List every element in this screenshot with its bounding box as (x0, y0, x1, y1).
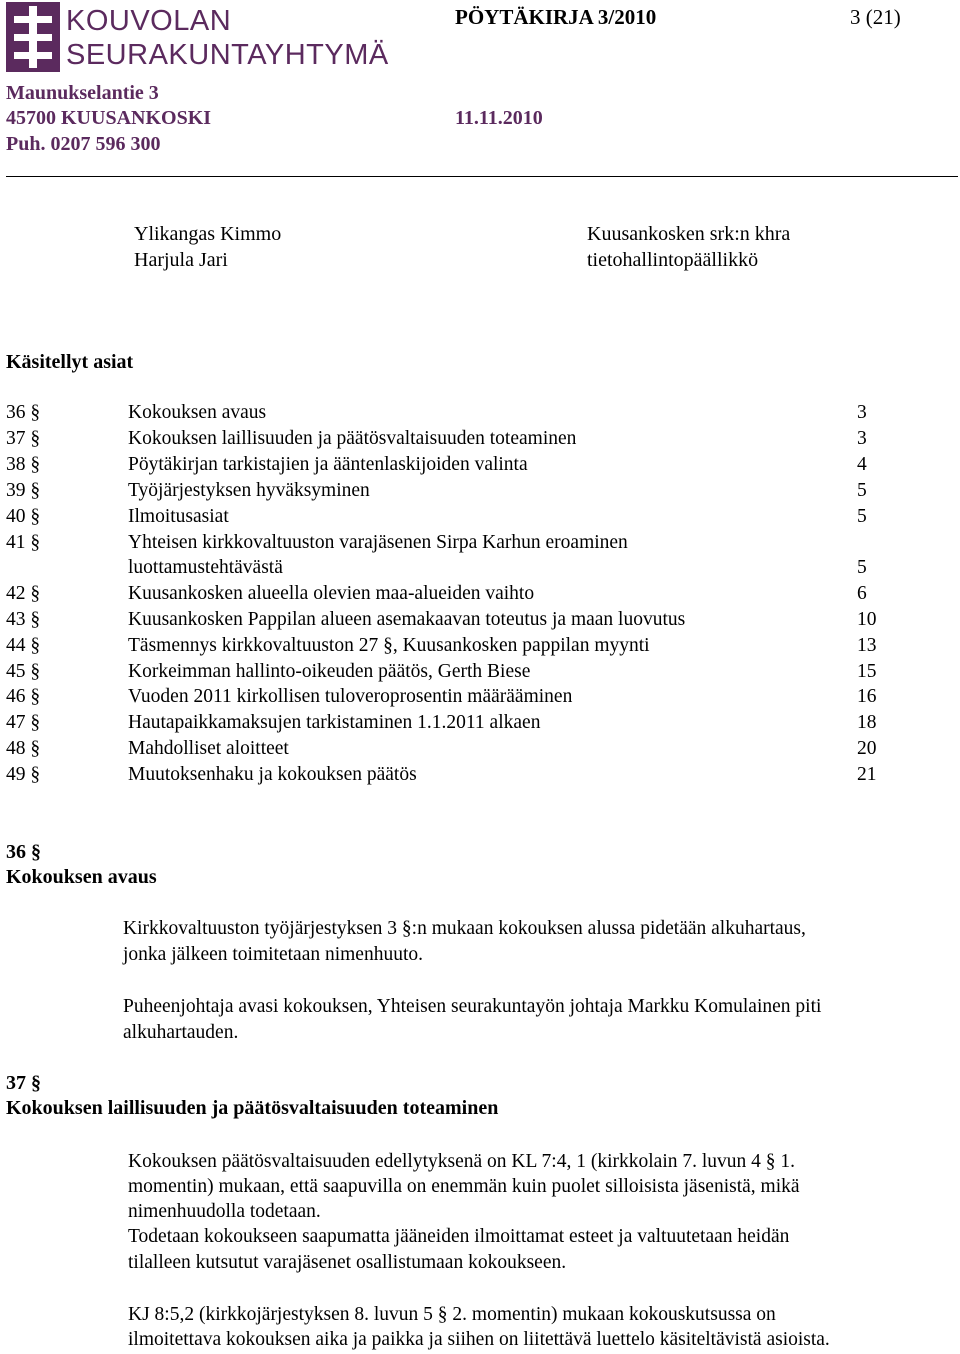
attendee-name: Ylikangas Kimmo (134, 223, 282, 245)
paragraph-line: ilmoitettava kokouksen aika ja paikka ja siihen on liitettävä luettelo käsiteltävistä asioista. (128, 1329, 830, 1350)
paragraph-line: Todetaan kokoukseen saapumatta jääneiden ilmoittamat esteet ja valtuutetaan heidän (128, 1226, 790, 1247)
toc-page: 6 (857, 583, 867, 604)
toc-heading: Käsitellyt asiat (6, 351, 134, 373)
paragraph-line: alkuhartauden. (123, 1022, 239, 1043)
toc-title: Ilmoitusasiat (128, 506, 229, 527)
toc-page: 10 (857, 609, 877, 630)
org-name-line2: SEURAKUNTAYHTYMÄ (66, 39, 389, 71)
toc-page: 13 (857, 635, 877, 656)
toc-title: Täsmennys kirkkovaltuuston 27 §, Kuusankosken pappilan myynti (128, 635, 650, 656)
toc-title: Kokouksen avaus (128, 402, 267, 423)
paragraph-line: nimenhuudolla todetaan. (128, 1201, 321, 1222)
toc-title: Vuoden 2011 kirkollisen tuloveroprosentin määrääminen (128, 686, 573, 707)
toc-title: luottamustehtävästä (128, 557, 283, 578)
toc-title: Hautapaikkamaksujen tarkistaminen 1.1.2011 alkaen (128, 712, 541, 733)
section-number: 37 § (6, 1072, 41, 1094)
toc-num: 37 § (6, 428, 41, 449)
address-line2: 45700 KUUSANKOSKI (6, 107, 212, 129)
attendee-name: Harjula Jari (134, 249, 228, 271)
toc-num: 49 § (6, 764, 41, 785)
paragraph-line: momentin) mukaan, että saapuvilla on enemmän kuin puolet silloisista jäsenistä, mikä (128, 1176, 800, 1197)
toc-num: 42 § (6, 583, 41, 604)
toc-title: Muutoksenhaku ja kokouksen päätös (128, 764, 417, 785)
toc-num: 43 § (6, 609, 41, 630)
header-divider (6, 176, 958, 177)
toc-num: 46 § (6, 686, 41, 707)
toc-num: 40 § (6, 506, 41, 527)
toc-page: 21 (857, 764, 877, 785)
toc-title: Yhteisen kirkkovaltuuston varajäsenen Sirpa Karhun eroaminen (128, 532, 628, 553)
toc-page: 16 (857, 686, 877, 707)
org-name-line1: KOUVOLAN (66, 5, 232, 37)
paragraph-line: Puheenjohtaja avasi kokouksen, Yhteisen seurakuntayön johtaja Markku Komulainen piti (123, 996, 822, 1017)
toc-num: 48 § (6, 738, 41, 759)
toc-page: 15 (857, 661, 877, 682)
toc-title: Työjärjestyksen hyväksyminen (128, 480, 370, 501)
cross-logo-icon (6, 2, 60, 72)
toc-title: Kokouksen laillisuuden ja päätösvaltaisuuden toteaminen (128, 428, 577, 449)
section-title: Kokouksen laillisuuden ja päätösvaltaisuuden toteaminen (6, 1097, 499, 1119)
toc-page: 18 (857, 712, 877, 733)
paragraph-line: Kirkkovaltuuston työjärjestyksen 3 §:n mukaan kokouksen alussa pidetään alkuhartaus, (123, 918, 806, 939)
toc-page: 4 (857, 454, 867, 475)
paragraph-line: tilalleen kutsutut varajäsenet osallistumaan kokoukseen. (128, 1252, 567, 1273)
toc-num: 41 § (6, 532, 41, 553)
toc-title: Kuusankosken alueella olevien maa-alueiden vaihto (128, 583, 535, 604)
toc-page: 5 (857, 480, 867, 501)
toc-page: 20 (857, 738, 877, 759)
toc-num: 39 § (6, 480, 41, 501)
document-title: PÖYTÄKIRJA 3/2010 (455, 5, 657, 29)
toc-num: 47 § (6, 712, 41, 733)
page-number: 3 (21) (850, 5, 901, 29)
toc-title: Pöytäkirjan tarkistajien ja ääntenlaskijoiden valinta (128, 454, 528, 475)
document-date: 11.11.2010 (455, 107, 543, 129)
toc-title: Korkeimman hallinto-oikeuden päätös, Gerth Biese (128, 661, 531, 682)
toc-page: 3 (857, 402, 867, 423)
toc-page: 3 (857, 428, 867, 449)
address-line1: Maunukselantie 3 (6, 82, 159, 104)
paragraph-line: KJ 8:5,2 (kirkkojärjestyksen 8. luvun 5 § 2. momentin) mukaan kokouskutsussa on (128, 1304, 776, 1325)
toc-page: 5 (857, 557, 867, 578)
attendee-role: tietohallintopäällikkö (587, 249, 759, 271)
toc-page: 5 (857, 506, 867, 527)
toc-title: Mahdolliset aloitteet (128, 738, 289, 759)
toc-num: 38 § (6, 454, 41, 475)
toc-title: Kuusankosken Pappilan alueen asemakaavan toteutus ja maan luovutus (128, 609, 686, 630)
toc-num: 44 § (6, 635, 41, 656)
toc-num: 45 § (6, 661, 41, 682)
paragraph-line: Kokouksen päätösvaltaisuuden edellytyksenä on KL 7:4, 1 (kirkkolain 7. luvun 4 § 1. (128, 1151, 796, 1172)
section-title: Kokouksen avaus (6, 866, 157, 888)
section-number: 36 § (6, 841, 41, 863)
phone: Puh. 0207 596 300 (6, 133, 161, 155)
attendee-role: Kuusankosken srk:n khra (587, 223, 791, 245)
toc-num: 36 § (6, 402, 41, 423)
paragraph-line: jonka jälkeen toimitetaan nimenhuuto. (123, 944, 424, 965)
